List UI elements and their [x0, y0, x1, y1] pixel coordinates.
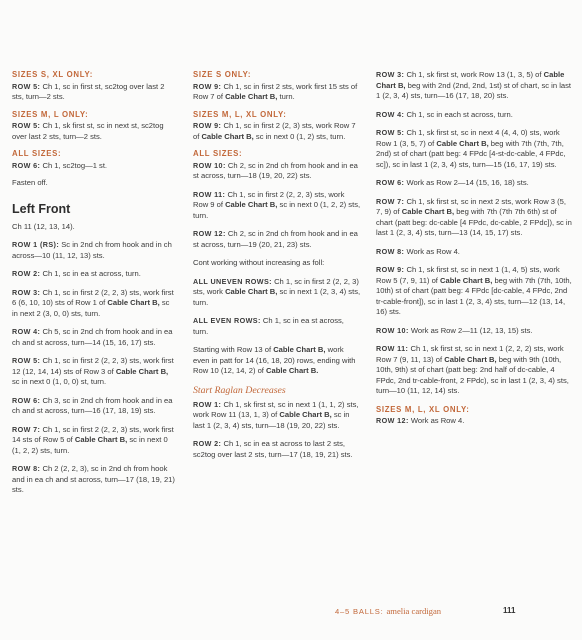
column-right: [376, 70, 572, 435]
instruction-row: [193, 121, 361, 142]
chart-reference: Cable Chart B,: [201, 131, 254, 141]
size-heading: SIZES M, L, XL ONLY:: [376, 404, 470, 414]
size-heading: SIZE S ONLY:: [193, 70, 252, 79]
row-text: Ch 2, sc in 2nd ch from hook and in ea st across, turn—19 (20, 21, 23) sts.: [193, 229, 358, 249]
row-text: Ch 1, sk first st, sc in next 1 (2, 2, 2) sts, work Row 7 (9, 11, 13) of: [376, 344, 564, 364]
row-text: Ch 1, sc in first 2 (2, 3) sts, work Row 7 of: [193, 121, 356, 141]
instruction-row: [12, 240, 175, 261]
row-label: ROW 5:: [12, 356, 41, 365]
instruction-row: [193, 229, 361, 250]
row-text: Starting with Row 13 of: [193, 345, 274, 354]
column-left: [12, 70, 175, 504]
row-text: Ch 1, sc in first st, sc2tog over last 2 sts, turn—2 sts.: [12, 81, 165, 101]
row-text: Ch 1, sk first st, sc in next 1 (1, 1, 2) sts, work Row 11 (13, 1, 3) of: [193, 399, 359, 419]
row-text: Ch 1, sc in ea st across to last 2 sts, sc2tog over last 2 sts, turn—17 (18, 19, 21) sts.: [193, 439, 353, 459]
row-text: work even in patt for 14 (16, 18, 20) rows, ending with Row 10 (12, 14, 2) of: [193, 345, 356, 375]
row-text: sc in next 2 (3, 0, 0) sts, turn.: [12, 298, 170, 318]
size-heading: ALL SIZES:: [193, 149, 243, 158]
row-label: ROW 9:: [193, 81, 222, 91]
row-label: ROW 9:: [193, 121, 222, 130]
row-label: ROW 8:: [376, 246, 405, 256]
instruction-row: [193, 161, 361, 182]
row-text: Ch 1, sc in ea st across, turn.: [193, 316, 344, 336]
row-label: ROW 4:: [12, 327, 41, 336]
row-label: ROW 6:: [12, 395, 41, 405]
chart-reference: Cable Chart B,: [273, 345, 326, 354]
row-label: ROW 10:: [376, 325, 409, 335]
row-text: Ch 1, sc in ea st across, turn.: [40, 269, 141, 278]
row-text: Sc in 2nd ch from hook and in ch across—10 (11, 12, 13) sts.: [12, 240, 172, 260]
instruction-row: [12, 121, 175, 142]
size-heading: SIZES M, L ONLY:: [12, 109, 89, 119]
row-label: ROW 7:: [376, 196, 405, 206]
row-label: ROW 10:: [193, 160, 226, 170]
row-text: Ch 3, sc in 2nd ch from hook and in ea ch and st across, turn—16 (17, 18, 19) sts.: [12, 395, 173, 415]
instruction-row: [376, 247, 572, 258]
chart-reference: Cable Chart B,: [440, 275, 493, 285]
chart-reference: Cable Chart B,: [401, 207, 455, 216]
row-text: beg with 7th (7th, 10th, 10th) st of chart (patt beg: 4 FPdc [dc-cable, 4 FPdc, 2nd tr-cable-front]), sc in last 1 (2, 3, 4) sts, turn—12 (13, 14, 16) sts.: [376, 275, 572, 316]
row-label: ROW 11:: [376, 344, 409, 353]
row-text: Ch 1, sc in first 2 (2, 2, 3) sts, work: [193, 276, 359, 296]
row-text: beg with 7th (7th, 7th, 2nd) st of chart (patt beg: 4 FPdc [4-st-dc-cable, 4 FPdc, sc]), sc in last 1 (2, 3, 4) sts, turn—15 (16, 17, 19) sts.: [376, 138, 566, 169]
row-label: ROW 1:: [193, 399, 222, 409]
row-label: ROW 5:: [376, 128, 405, 137]
column-middle: [193, 70, 361, 468]
row-label: ROW 8:: [12, 464, 41, 473]
instruction-row: [12, 464, 175, 496]
instruction-row: [376, 197, 572, 239]
row-text: Ch 1, sc2tog—1 st.: [40, 160, 108, 170]
row-text: sc in next 0 (1, 0, 0) st, turn.: [12, 377, 107, 386]
instruction-text: [193, 345, 361, 377]
instruction-row: [376, 265, 572, 318]
instruction-row: [12, 425, 175, 457]
chart-reference: Cable Chart B,: [107, 298, 160, 307]
row-label: ALL UNEVEN ROWS:: [193, 276, 272, 286]
row-text: Ch 1, sk first st, sc in next 1 (1, 4, 5) sts, work Row 5 (7, 9, 11) of: [376, 265, 560, 285]
row-text: Ch 1, sk first st, sc in next 2 sts, work Row 3 (5, 7, 9) of: [376, 196, 566, 216]
row-text: beg with 9th (10th, 10th, 9th) st of chart (patt beg: 2nd half of dc-cable, 4 FPdc, 2nd tr-cable-front, 2 FPdc), sc in last 1 (2, 3, 4) sts, turn—10 (11, 12, 14) sts.: [376, 354, 569, 395]
instruction-text: Ch 11 (12, 13, 14).: [12, 221, 75, 231]
row-label: ROW 11:: [193, 189, 226, 199]
section-title: Left Front: [12, 201, 71, 216]
chart-reference: Cable Chart B,: [444, 354, 497, 364]
size-heading: SIZES S, XL ONLY:: [12, 70, 94, 79]
instruction-row: [376, 178, 572, 189]
instruction-row: [12, 356, 175, 388]
chart-reference: Cable Chart B,: [225, 200, 278, 209]
instruction-row: [12, 396, 175, 417]
row-text: Work as Row 4.: [408, 416, 465, 425]
row-text: sc in next 0 (1, 2) sts, turn.: [253, 131, 346, 141]
size-heading: ALL SIZES:: [12, 149, 62, 158]
row-label: ROW 5:: [12, 81, 41, 91]
instruction-row: [12, 161, 175, 172]
instruction-row: [376, 326, 572, 337]
row-text: turn.: [277, 92, 295, 101]
row-text: Ch 5, sc in 2nd ch from hook and in ea ch and st across, turn—14 (15, 16, 17) sts.: [12, 327, 173, 347]
instruction-row: [12, 288, 175, 320]
instruction-text: Fasten off.: [12, 178, 48, 187]
footer-pattern-name: amelia cardigan: [386, 606, 442, 616]
row-text: sc in last 1 (2, 3, 4) sts, turn—18 (19, 20, 22) sts.: [193, 410, 350, 430]
row-text: Work as Row 4.: [404, 246, 460, 256]
row-text: Ch 2 (2, 2, 3), sc in 2nd ch from hook and in ea ch and st across, turn—17 (18, 19, 21) sts.: [12, 464, 175, 494]
chart-reference: Cable Chart B,: [225, 92, 278, 101]
running-footer: [335, 606, 441, 616]
page-number: 111: [503, 606, 516, 615]
instruction-row: [376, 344, 572, 397]
row-label: ROW 9:: [376, 265, 405, 274]
instruction-row: [193, 190, 361, 222]
row-label: ALL EVEN ROWS:: [193, 316, 261, 325]
row-text: beg with 2nd (2nd, 2nd, 1st) st of chart, sc in last 1 (2, 3, 4) sts, turn—16 (17, 18, 20) sts.: [376, 80, 572, 100]
row-label: ROW 2:: [193, 439, 222, 448]
chart-reference: Cable Chart B,: [376, 70, 565, 90]
instruction-row: [376, 416, 572, 427]
row-text: sc in next 1 (2, 3, 4) sts, turn.: [193, 287, 361, 307]
row-label: ROW 12:: [376, 416, 409, 425]
instruction-row: [12, 269, 175, 280]
chart-reference: Cable Chart B,: [279, 410, 332, 419]
row-label: ROW 6:: [376, 178, 405, 187]
size-heading: SIZES M, L, XL ONLY:: [193, 109, 287, 119]
row-text: Ch 1, sc in first 2 (2, 2, 3) sts, work first 14 sts of Row 5 of: [12, 424, 174, 444]
instruction-row: [12, 82, 175, 103]
chart-reference: Cable Chart B.: [266, 366, 319, 375]
instruction-row: [193, 316, 361, 337]
instruction-row: [376, 70, 572, 102]
row-text: sc in next 0 (1, 2, 2) sts, turn.: [12, 435, 168, 455]
instruction-row: [12, 327, 175, 348]
row-text: Ch 1, sc in first 2 sts, work first 15 sts of Row 7 of: [193, 81, 358, 101]
row-text: Work as Row 2—14 (15, 16, 18) sts.: [404, 178, 529, 187]
row-text: Ch 1, sc in each st across, turn.: [404, 109, 513, 119]
chart-reference: Cable Chart B,: [74, 435, 128, 444]
row-text: Ch 1, sc in first 2 (2, 2, 3) sts, work first 12 (12, 14, 14) sts of Row 3 of: [12, 356, 174, 376]
row-text: Ch 1, sk first st, sc in next st, sc2tog over last 2 sts, turn—2 sts.: [12, 121, 164, 141]
instruction-row: [193, 82, 361, 103]
row-label: ROW 7:: [12, 424, 41, 434]
footer-balls: 4–5 BALLS:: [335, 607, 384, 616]
instruction-row: [376, 110, 572, 121]
instruction-text: Cont working without increasing as foll:: [193, 258, 325, 267]
row-text: beg with 7th (7th 7th 6th) st of chart (patt beg: dc-cable [4 FPdc, dc-cable, 2 FPdc]), sc in last 1 (2, 3, 4) sts, turn—13 (14, 15, 17) sts.: [376, 207, 572, 237]
row-text: Ch 1, sk first st, work Row 13 (1, 3, 5) of: [404, 70, 544, 79]
subsection-title: Start Raglan Decreases: [193, 384, 286, 396]
row-text: Ch 2, sc in 2nd ch from hook and in ea st across, turn—18 (19, 20, 22) sts.: [193, 160, 358, 180]
chart-reference: Cable Chart B,: [436, 138, 489, 148]
row-label: ROW 3:: [12, 287, 41, 297]
row-label: ROW 12:: [193, 229, 226, 238]
instruction-row: [376, 128, 572, 170]
instruction-row: [193, 439, 361, 460]
row-label: ROW 3:: [376, 70, 405, 79]
instruction-row: [193, 400, 361, 432]
row-text: Ch 1, sc in first 2 (2, 2, 3) sts, work Row 9 of: [193, 189, 345, 209]
chart-reference: Cable Chart B,: [115, 366, 169, 376]
row-label: ROW 4:: [376, 109, 405, 119]
chart-reference: Cable Chart B,: [225, 287, 278, 296]
row-text: Work as Row 2—11 (12, 13, 15) sts.: [408, 325, 533, 335]
row-text: Ch 1, sk first st, sc in next 4 (4, 4, 0) sts, work Row 1 (3, 5, 7) of: [376, 128, 560, 148]
row-text: Ch 1, sc in first 2 (2, 2, 3) sts, work first 6 (6, 10, 10) sts of Row 1 of: [12, 287, 174, 307]
instruction-row: [193, 277, 361, 309]
row-label: ROW 2:: [12, 269, 41, 278]
row-text: sc in next 0 (1, 2, 2) sts, turn.: [193, 200, 361, 220]
row-label: ROW 6:: [12, 160, 41, 170]
row-label: ROW 5:: [12, 121, 41, 130]
row-label: ROW 1 (RS):: [12, 240, 60, 249]
